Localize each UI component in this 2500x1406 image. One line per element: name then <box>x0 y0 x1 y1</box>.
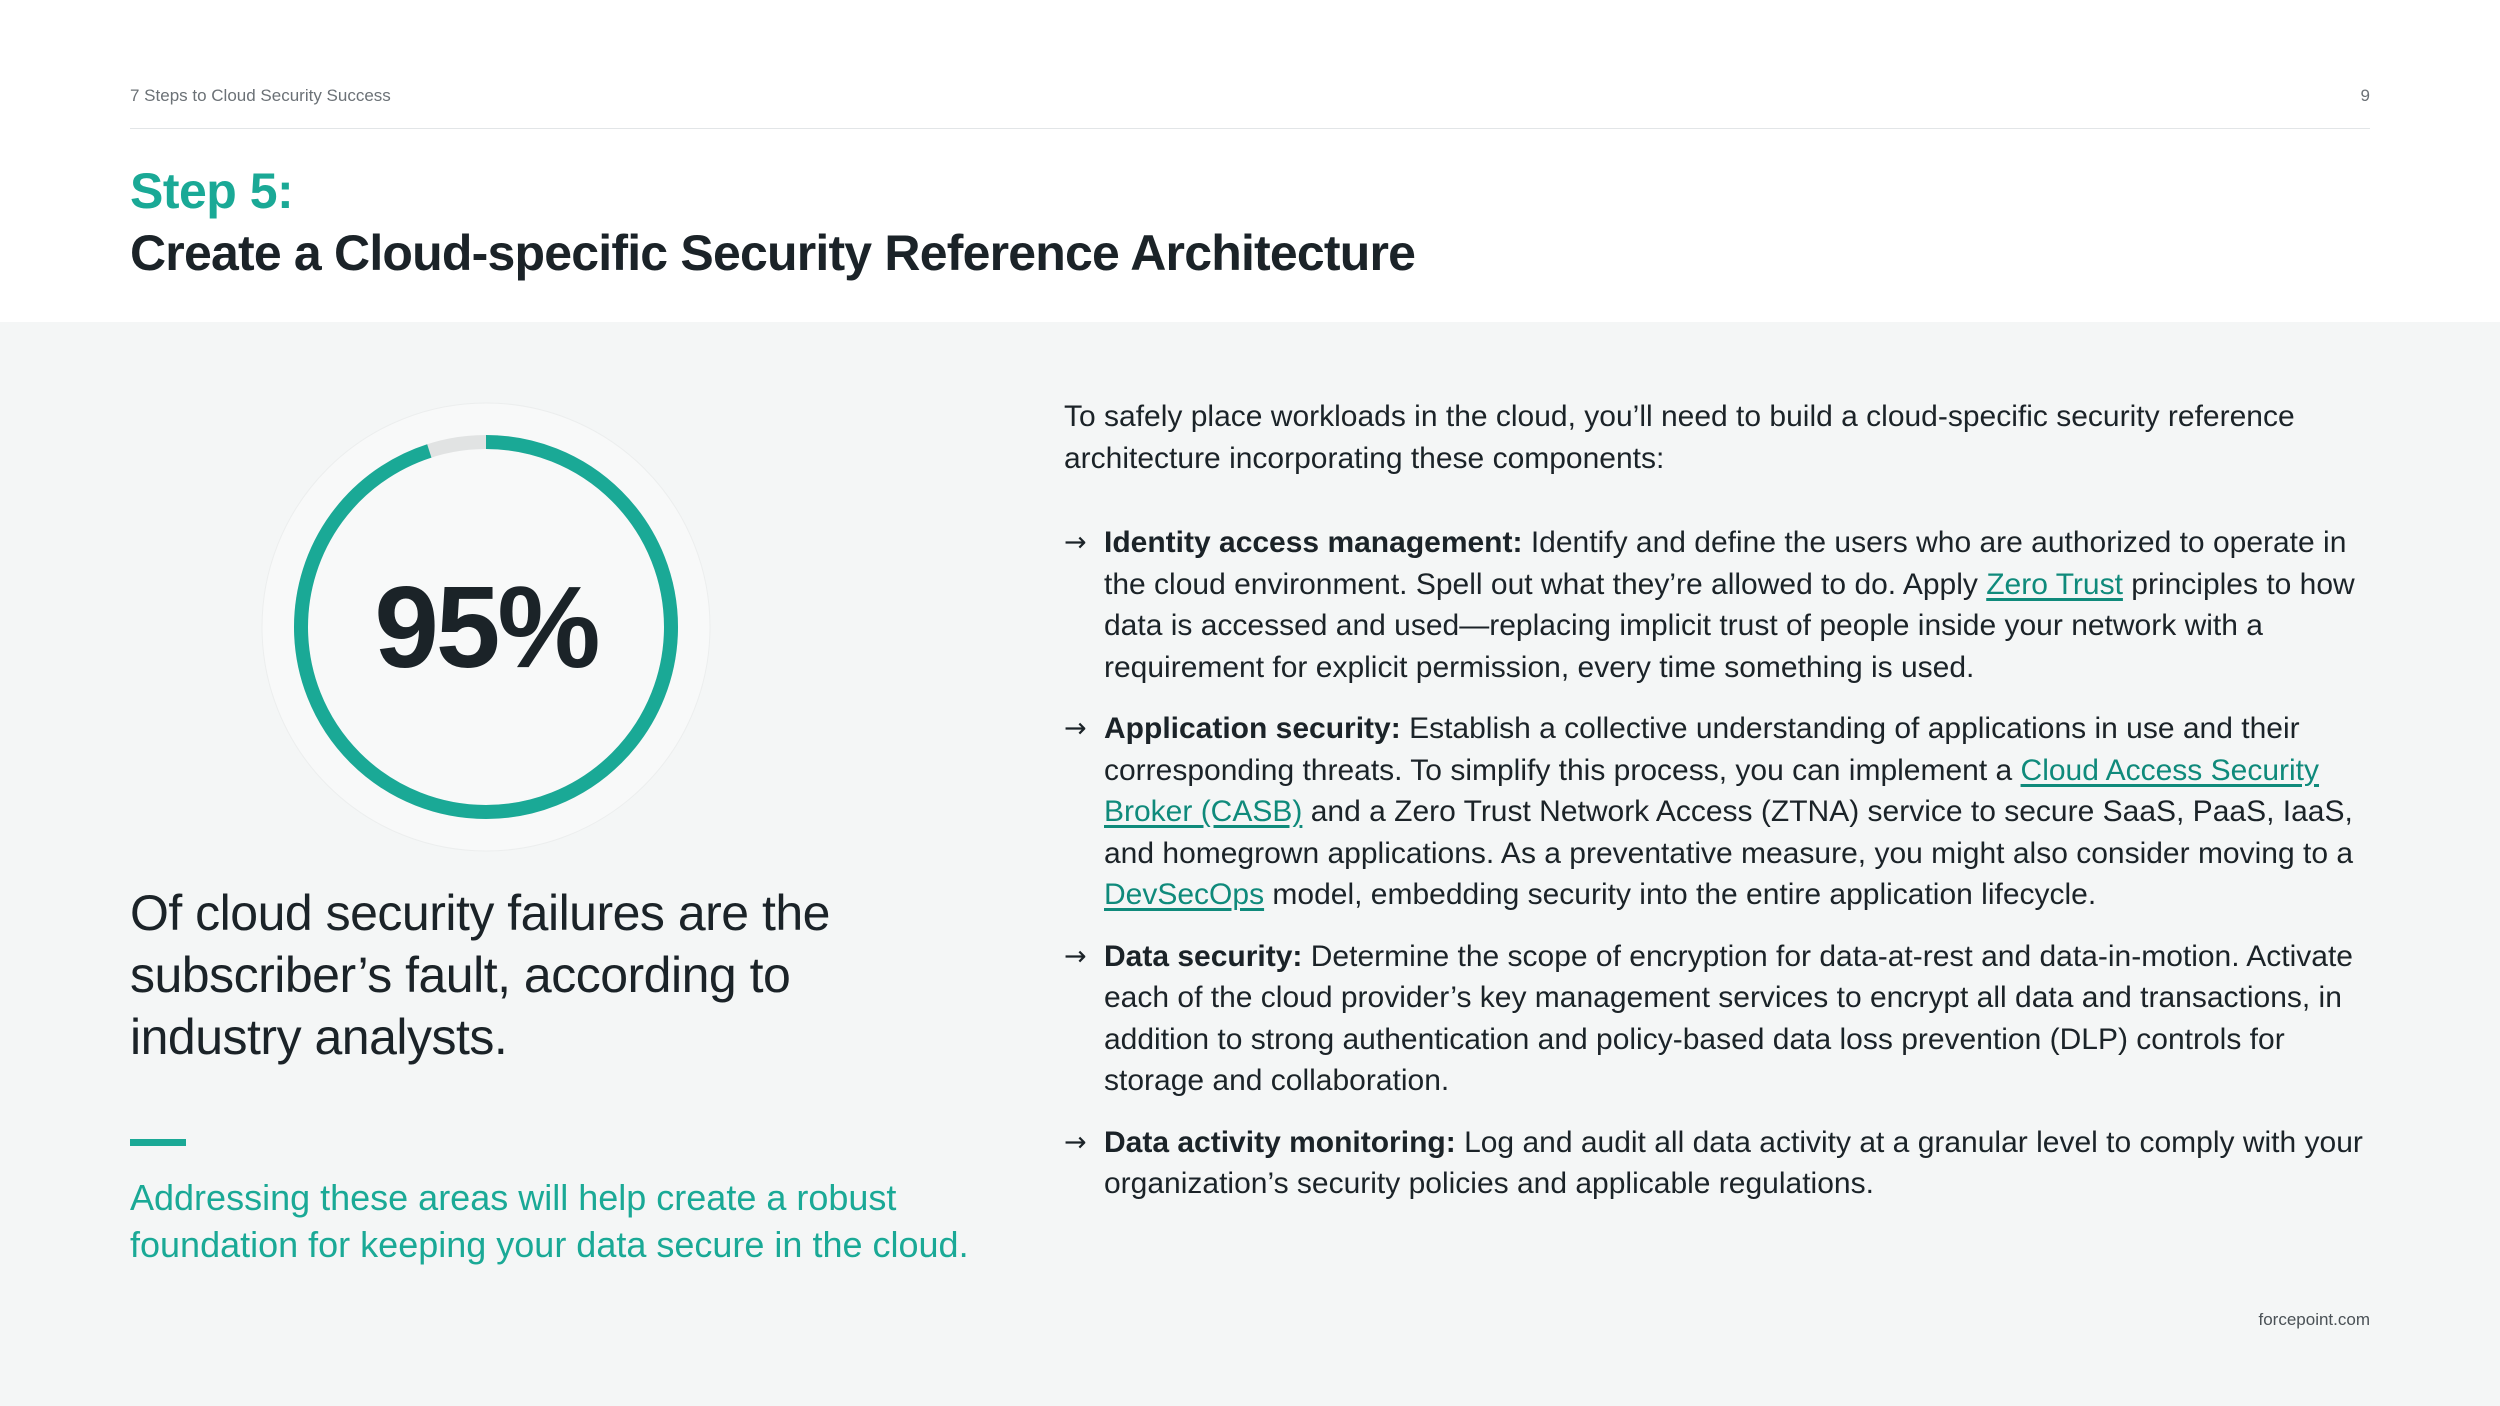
item-text: principles to how data is accessed and used—replacing implicit trust of people inside your network with a requirement for explicit permission, every time something is used. <box>1104 567 2355 684</box>
item-title: Identity access management: <box>1104 526 1523 559</box>
item-text: and a Zero Trust Network Access (ZTNA) service to secure SaaS, PaaS, IaaS, and homegrown applications. As a preventative measure, you might also consider moving to a <box>1104 795 2354 870</box>
list-item-data-security <box>1064 936 2374 1102</box>
item-text: Log and audit all data activity at a granular level to comply with your organization’s security policies and applicable regulations. <box>1104 1125 2363 1200</box>
page-number: 9 <box>2360 86 2370 105</box>
stat-value: 95% <box>374 562 598 692</box>
item-title: Application security: <box>1104 712 1401 745</box>
arrow-right-icon: → <box>1064 940 1087 972</box>
header-divider <box>130 128 2370 129</box>
conclusion-text: Addressing these areas will help create a robust foundation for keeping your data secure in the cloud. <box>130 1177 969 1265</box>
item-title: Data activity monitoring: <box>1104 1125 1456 1159</box>
list-item-identity-access <box>1064 522 2374 688</box>
arrow-right-icon: → <box>1064 713 1087 744</box>
footer-url[interactable]: forcepoint.com <box>2258 1310 2370 1329</box>
components-list <box>1064 522 2374 1225</box>
item-text: model, embedding security into the entire application lifecycle. <box>1272 878 2097 911</box>
intro-paragraph: To safely place workloads in the cloud, you’ll need to build a cloud-specific security reference architecture incorporating these components: <box>1064 400 2295 475</box>
list-item-data-activity-monitoring <box>1064 1122 2374 1205</box>
document-title: 7 Steps to Cloud Security Success <box>130 86 391 105</box>
list-item-application-security <box>1064 708 2374 916</box>
page-header <box>130 0 2370 322</box>
stat-caption: Of cloud security failures are the subscriber’s fault, according to industry analysts. <box>130 885 830 1065</box>
item-text: Identify and define the users who are authorized to operate in the cloud environment. Spell out what they’re allowed to do. Apply <box>1104 526 2347 601</box>
arrow-right-icon: → <box>1064 1126 1087 1158</box>
item-text: Establish a collective understanding of applications in use and their corresponding threats. To simplify this process, you can implement a <box>1104 712 2300 787</box>
item-title: Data security: <box>1104 939 1303 973</box>
item-text: Determine the scope of encryption for data-at-rest and data-in-motion. Activate each of the cloud provider’s key management services to encrypt all data and transactions, in addition to strong authentication and policy-based data loss prevention (DLP) controls for storage and collaboration. <box>1104 939 2353 1097</box>
step-title: Create a Cloud-specific Security Reference Architecture <box>130 225 1416 281</box>
casb-link[interactable]: Cloud Access Security Broker (CASB) <box>1104 753 2320 828</box>
devsecops-link[interactable]: DevSecOps <box>1104 878 1265 911</box>
accent-divider <box>130 1139 186 1146</box>
step-label: Step 5: <box>130 163 294 219</box>
zero-trust-link[interactable]: Zero Trust <box>1986 567 2123 601</box>
arrow-right-icon: → <box>1064 527 1087 558</box>
